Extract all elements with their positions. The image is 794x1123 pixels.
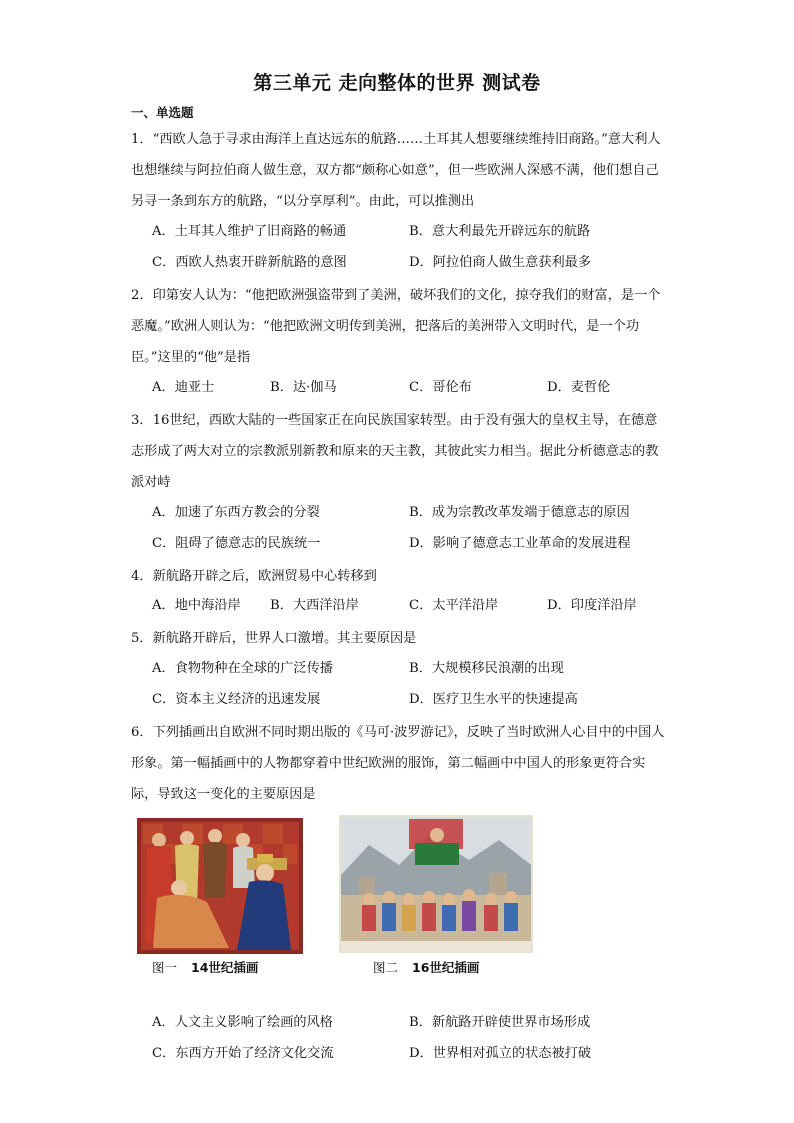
page-title: 第三单元 走向整体的世界 测试卷: [253, 72, 541, 94]
q5-option-a: A．食物物种在全球的广泛传播: [152, 661, 333, 676]
question-3-stem: 3．16世纪，西欧大陆的一些国家正在向民族国家转型。由于没有强大的皇权主导，在德意志形成了两大对立的宗教派别新教和原来的天主教，其彼此实力相当。据此分析德意志的教派对峙: [131, 413, 659, 490]
question-6-stem: 6．下列插画出自欧洲不同时期出版的《马可·波罗游记》，反映了当时欧洲人心目中的中国人形象。第一幅插画中的人物都穿着中世纪欧洲的服饰，第二幅画中中国人的形象更符合实际，导致这一变化的主要原因是: [131, 725, 665, 802]
q4-option-c: C．太平洋沿岸: [409, 598, 499, 613]
question-5-stem: 5．新航路开辟后，世界人口激增。其主要原因是: [131, 631, 417, 646]
figure-2-caption: [373, 958, 479, 976]
question-2-stem: 2．印第安人认为：“他把欧洲强盗带到了美洲，破坏我们的文化，掠夺我们的财富，是一个恶魔。”欧洲人则认为：“他把欧洲文明传到美洲，把落后的美洲带入文明时代，是一个功臣。”这里的“他”是指: [131, 288, 661, 365]
q3-option-c: C．阻碍了德意志的民族统一: [152, 536, 321, 551]
q6-option-c: C．东西方开始了经济文化交流: [152, 1046, 334, 1061]
q3-option-b: B．成为宗教改革发端于德意志的原因: [409, 505, 630, 520]
q2-option-b: B．达·伽马: [270, 380, 337, 395]
q4-option-a: A．地中海沿岸: [152, 598, 241, 613]
q1-option-b: B．意大利最先开辟远东的航路: [409, 224, 591, 239]
q2-option-a: A．迪亚士: [152, 380, 215, 395]
q6-option-a: A．人文主义影响了绘画的风格: [152, 1015, 333, 1030]
figure-2-illustration: [339, 815, 533, 953]
q6-option-d: D．世界相对孤立的状态被打破: [409, 1046, 592, 1061]
q1-option-a: A．土耳其人维护了旧商路的畅通: [152, 224, 347, 239]
q5-option-c: C．资本主义经济的迅速发展: [152, 692, 321, 707]
figure-1-label: 图一: [152, 960, 178, 975]
figure-1-caption: [152, 958, 258, 976]
q3-option-a: A．加速了东西方教会的分裂: [152, 505, 320, 520]
figure-1-illustration: [137, 818, 303, 954]
figure-1-caption-text: 14世纪插画: [191, 960, 259, 975]
q5-option-b: B．大规模移民浪潮的出现: [409, 661, 564, 676]
q1-option-c: C．西欧人热衷开辟新航路的意图: [152, 255, 347, 270]
question-1-stem: 1．“西欧人急于寻求由海洋上直达远东的航路……土耳其人想要继续维持旧商路。”意大利人也想继续与阿拉伯商人做生意，双方都“颇称心如意”，但一些欧洲人深感不满，他们想自己另寻一条到东方的航路，“以分享厚利”。由此，可以推测出: [131, 132, 661, 209]
q4-option-d: D．印度洋沿岸: [547, 598, 637, 613]
q2-option-c: C．哥伦布: [409, 380, 472, 395]
question-4-stem: 4．新航路开辟之后，欧洲贸易中心转移到: [131, 569, 377, 584]
q5-option-d: D．医疗卫生水平的快速提高: [409, 692, 578, 707]
q6-option-b: B．新航路开辟使世界市场形成: [409, 1015, 591, 1030]
q3-option-d: D．影响了德意志工业革命的发展进程: [409, 536, 631, 551]
section-heading: 一、单选题: [131, 105, 194, 120]
figure-2-label: 图二: [373, 960, 399, 975]
q1-option-d: D．阿拉伯商人做生意获利最多: [409, 255, 592, 270]
q2-option-d: D．麦哲伦: [547, 380, 611, 395]
q4-option-b: B．大西洋沿岸: [270, 598, 359, 613]
figure-2-caption-text: 16世纪插画: [412, 960, 480, 975]
